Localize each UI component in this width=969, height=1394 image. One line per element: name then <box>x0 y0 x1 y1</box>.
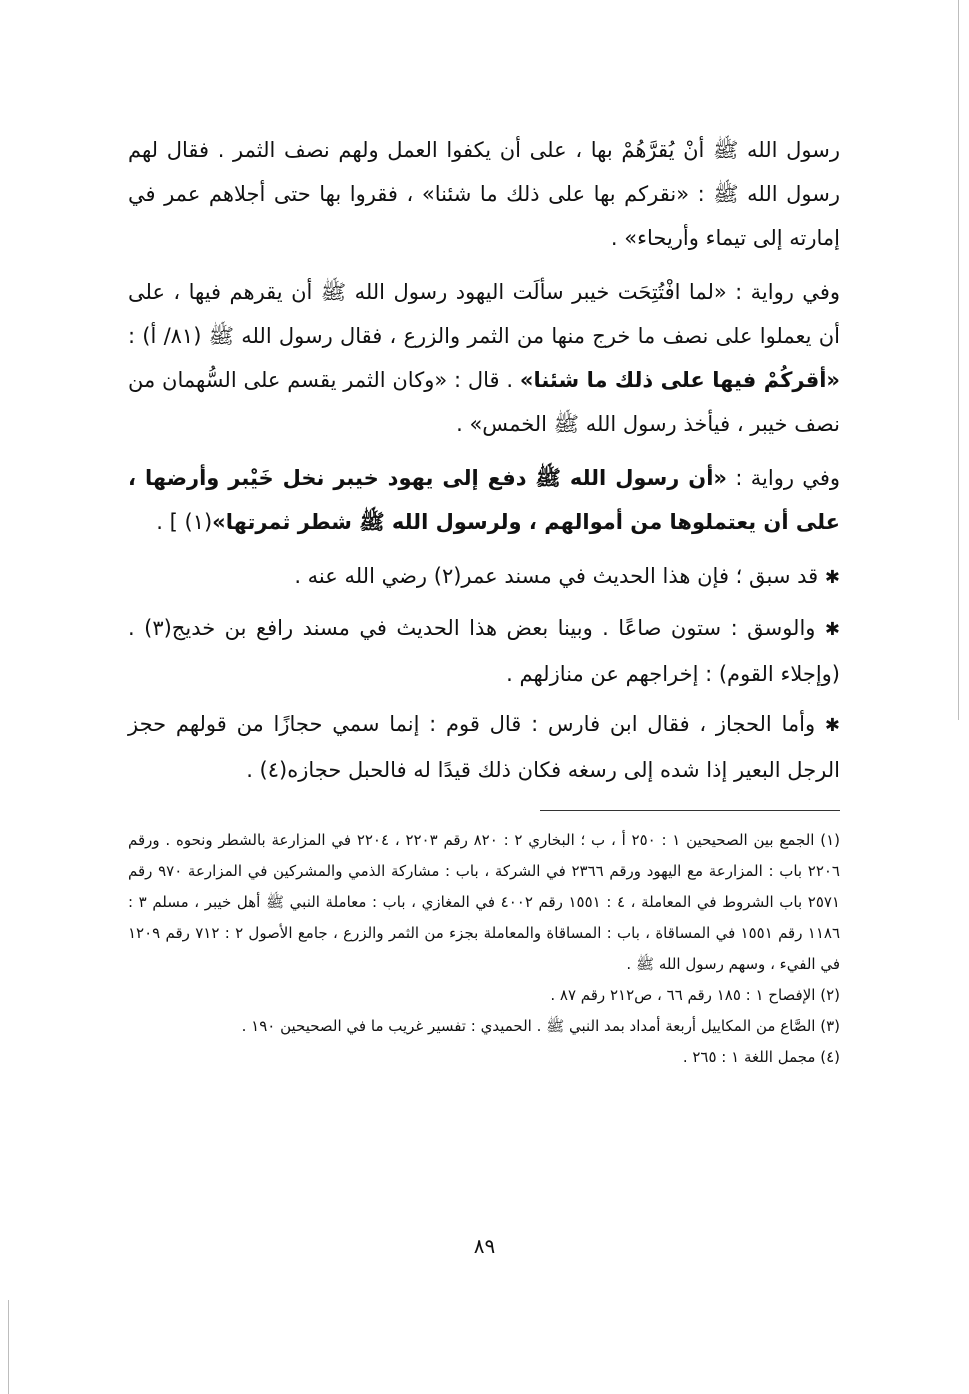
note-2 <box>128 606 840 696</box>
paragraph-3-text-a: وفي رواية : <box>727 466 840 490</box>
note-2-text: والوسق : ستون صاعًا . وبينا بعض هذا الحديث في مسند رافع بن خديج(٣) . (وإجلاء القوم) : إخراجهم عن منازلهم . <box>128 616 840 686</box>
paragraph-3-quote: «أن رسول الله ﷺ دفع إلى يهود خيبر نخل خَيْبر وأرضها ، على أن يعتملوها من أموالهم ، ولرسول الله ﷺ شطر ثمرتها» <box>128 466 840 534</box>
footnote-4: (٤) مجمل اللغة ١ : ٢٦٥ . <box>682 1048 840 1066</box>
note-3 <box>128 702 840 792</box>
paragraph-3-text-b: (١) ] . <box>156 510 213 534</box>
paragraph-2-quote: «أقركُمْ فيها على ذلك ما شئنا» <box>519 368 840 392</box>
note-1-text: قد سبق ؛ فإن هذا الحديث في مسند عمر(٢) رضي الله عنه . <box>294 564 819 588</box>
paragraph-2-text-a: وفي رواية : «لما افْتُتِحَت خيبر سألَت اليهود رسول الله ﷺ أن يقرهم فيها ، على أن يعملوا على نصف ما خرج منها من الثمر والزرع ، فقال رسول الله ﷺ (٨١/ أ) : <box>128 280 840 348</box>
page-number: ٨٩ <box>473 1234 496 1258</box>
footnote-1: (١) الجمع بين الصحيحين ١ : ٢٥٠ أ ، ب ؛ البخاري ٢ : ٨٢٠ رقم ٢٢٠٣ ، ٢٢٠٤ في المزارعة بالشطر ونحوه . ورقم ٢٢٠٦ باب : المزارعة مع اليهود ورقم ٢٣٦٦ في الشركة ، باب : مشاركة الذمي والمشركين في المزارعة ٩٧٠ رقم ٢٥٧١ باب الشروط في المعاملة ، ٤ : ١٥٥١ رقم ٤٠٠٢ في المغازي ، باب : معاملة النبي ﷺ أهل خيبر ، مسلم ٣ : ١١٨٦ رقم ١٥٥١ في المساقاة ، باب : المساقاة والمعاملة بجزء من الثمر والزرع ، جامع الأصول ٢ : ٧١٢ رقم ١٢٠٩ في الفيء ، وسهم رسول الله ﷺ . <box>128 831 841 973</box>
paragraph-2 <box>128 270 840 446</box>
paragraph-1: رسول الله ﷺ أنْ يُقرَّهُمْ بها ، على أن يكفوا العمل ولهم نصف الثمر . فقال لهم رسول الله ﷺ : «نقركم بها على ذلك ما شئنا» ، فقروا بها حتى أجلاهم عمر في إمارته إلى تيماء وأريحاء» . <box>128 138 840 250</box>
paragraph-2-text-b: . قال : «وكان الثمر يقسم على السُّهمان من نصف خيبر ، فيأخذ رسول الله ﷺ الخمس» . <box>128 368 840 436</box>
page-edge-line-left <box>8 1300 9 1394</box>
footnote-2: (٢) الإفصاح ١ : ١٨٥ رقم ٦٦ ، ص٢١٢ رقم ٨٧ . <box>550 986 840 1004</box>
note-1 <box>128 554 840 600</box>
note-3-text: وأما الحجاز ، فقال ابن فارس : قال قوم : إنما سمي حجازًا من قولهم حجز الرجل البعير إذا شده إلى رسغه فكان ذلك قيدًا له فالحبل حجازه(٤) . <box>128 712 840 782</box>
footnote-separator <box>540 810 840 811</box>
paragraph-3 <box>128 456 840 544</box>
page-content <box>128 128 840 1073</box>
asterisk-icon: ✱ <box>824 715 840 736</box>
asterisk-icon: ✱ <box>824 619 840 640</box>
footnote-3: (٣) الصَّاع من المكاييل أربعة أمداد بمد النبي ﷺ . الحميدي : تفسير غريب ما في الصحيحين ١٩٠ . <box>241 1017 840 1035</box>
page-edge-line-top <box>958 0 959 720</box>
asterisk-icon: ✱ <box>824 567 840 588</box>
